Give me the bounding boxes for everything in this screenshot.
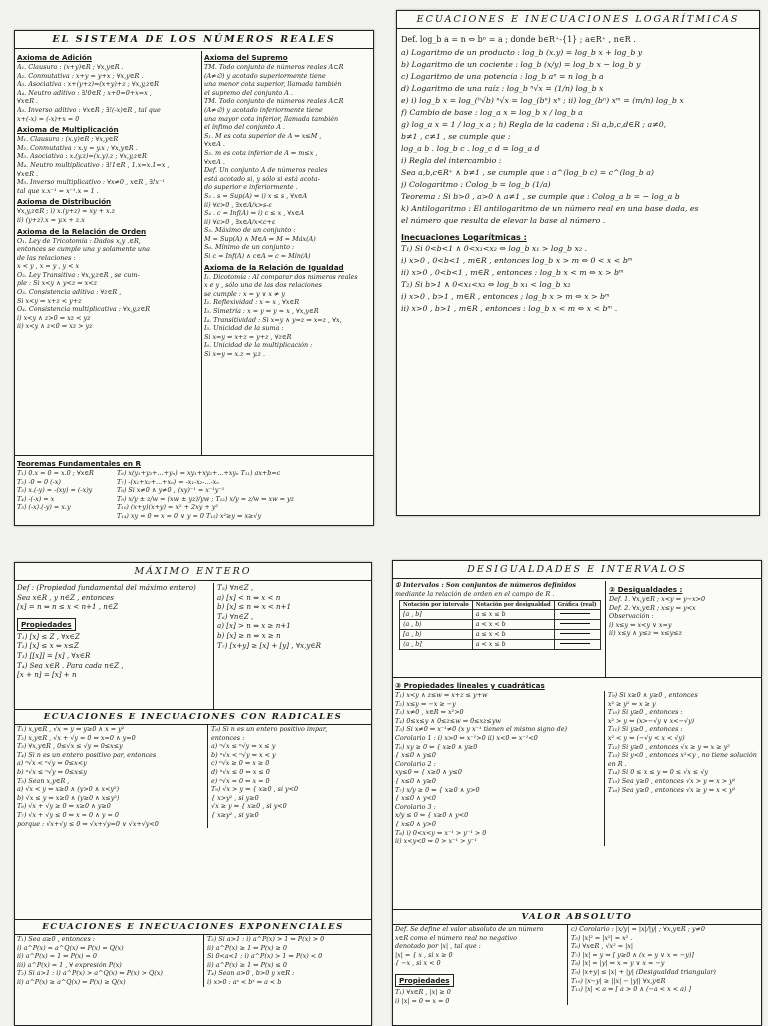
intervalos-block bbox=[395, 581, 603, 652]
formula-line: T₉) Si x≥0 ∧ y≥0 , entonces bbox=[607, 691, 698, 699]
table-cell: [a , b] bbox=[400, 610, 473, 620]
formula-line: b≠1 , c≠1 , se cumple que : bbox=[401, 132, 511, 141]
formula-line: Corolario 3 : bbox=[395, 802, 436, 811]
axioma-supremo-heading: Axioma del Supremo bbox=[204, 53, 288, 62]
teoremas-divider bbox=[15, 455, 373, 456]
interval-line-icon bbox=[558, 641, 592, 646]
interval-line-icon bbox=[558, 621, 592, 626]
formula-line: ii) (y+z).x = y.x + z.x bbox=[17, 215, 85, 224]
formula-line: M = Sup(A) ∧ M∈A ⇒ M = Máx(A) bbox=[204, 234, 316, 243]
formula-line: b) [x] ≥ n ⇔ x ≥ n bbox=[217, 630, 281, 640]
table-header: Gráfica (real) bbox=[554, 601, 600, 610]
formula-line: T₁) x<y ∧ z≤w ⇒ x+z ≤ y+w bbox=[395, 691, 488, 699]
formula-line: T₂) x,y∈R , √x + √y = 0 ⇔ x=0 ∧ y=0 bbox=[17, 733, 136, 742]
formula-line: ii) x<y ∧ z<0 ⇒ xz > yz bbox=[17, 322, 93, 331]
formula-line: T₂) Si b>1 ∧ 0<x₁<x₂ ⇔ log_b x₁ < log_b x₂ bbox=[401, 280, 571, 289]
table-cell: a < x ≤ b bbox=[472, 640, 554, 650]
formula-line: T₃) Si a>1 : i) a^P(x) > 1 ⇔ P(x) > 0 bbox=[207, 935, 325, 943]
table-row bbox=[400, 620, 601, 630]
table-cell: a ≤ x < b bbox=[472, 630, 554, 640]
table-row bbox=[400, 630, 601, 640]
formula-line: T₁₆) Sea y≥0 , entonces √x ≥ y ⇔ x < y² bbox=[607, 785, 736, 794]
formula-line: |x| = { x , si x ≥ 0 bbox=[395, 950, 453, 959]
formula-line: T₄) -(-x) = x bbox=[17, 494, 55, 503]
valor-absoluto-left bbox=[393, 925, 568, 1005]
formula-line: Sea a,b,c∈R⁺ ∧ b≠1 , se cumple que : a^(log_b c) = c^(log_b a) bbox=[401, 168, 654, 177]
formula-line: T₃) [[x]] = [x] , ∀x∈R bbox=[17, 650, 91, 660]
maximo-entero-right bbox=[217, 583, 367, 707]
table-header-row bbox=[400, 601, 601, 610]
teoremas-left-list bbox=[17, 469, 117, 521]
formula-line: i) Regla del intercambio : bbox=[401, 156, 502, 165]
sheet-title: DESIGUALDADES E INTERVALOS bbox=[393, 561, 761, 579]
table-row bbox=[400, 610, 601, 620]
logaritmo-content bbox=[401, 33, 755, 315]
sheet-logaritmicas bbox=[396, 10, 760, 516]
formula-line: b) √x ≤ y ⇔ x≥0 ∧ (y≥0 ∧ x≤y²) bbox=[17, 793, 120, 802]
formula-line: ple : Si x<y ∧ y<z ⇒ x<z bbox=[17, 279, 97, 288]
sheet-desigualdades bbox=[392, 560, 762, 1026]
formula-line: I₂. Reflexividad : x = x , ∀x∈R bbox=[204, 298, 300, 307]
intervalos-subheading: mediante la relación de orden en el campo de R . bbox=[395, 589, 555, 598]
formula-line: S₁. M es cota superior de A ⇔ x≤M , bbox=[204, 131, 322, 140]
interval-line-icon bbox=[558, 631, 592, 636]
formula-line: Def. 1. ∀x,y∈R ; x<y ⇔ y−x>0 bbox=[609, 595, 706, 603]
formula-line: i) x>0 : aˣ < bˣ ⇔ a < b bbox=[207, 977, 282, 986]
formula-line: T₁₃) Si y<0 , entonces x²<y , no tiene solución bbox=[607, 751, 757, 760]
formula-line: (A≠∅) y acotado superiormente tiene bbox=[204, 71, 326, 80]
formula-line: Si x=y ⇒ x+z = y+z , ∀z∈R bbox=[204, 332, 292, 341]
formula-line: ii) ∀ε>0 , ∃x∈A/x<c+ε bbox=[204, 217, 276, 226]
axioma-igualdad-list bbox=[204, 273, 370, 359]
formula-line: T₁₀) Si y≥0 , entonces : bbox=[607, 708, 683, 717]
formula-line: ii) a^P(x) = 1 ⇔ P(x) = 0 bbox=[17, 952, 97, 961]
formula-line: i) x>0 , b>1 , m∈R , entonces ; log_b x > m ⇔ x > bᵐ bbox=[401, 292, 610, 301]
lineales-divider bbox=[393, 677, 761, 678]
formula-line: porque : √x+√y ≤ 0 ⇔ √x+√y=0 ∨ √x+√y<0 bbox=[17, 819, 159, 828]
axioma-distribucion-list bbox=[17, 207, 199, 224]
axioma-multiplicacion-list bbox=[17, 135, 199, 195]
maximo-entero-left bbox=[17, 583, 211, 707]
formula-line: a) [x] < n ⇔ x < n bbox=[217, 592, 281, 602]
formula-line: x² ≥ y² ⇔ x ≥ y bbox=[607, 699, 656, 708]
formula-line: A₃. Asociativa : x+(y+z)=(x+y)+z ; ∀x,y,z∈R bbox=[17, 80, 159, 89]
formula-line: { x≤0 ∧ y<0 bbox=[395, 794, 436, 803]
formula-line: i) x>0 , 0<b<1 , m∈R , entonces log_b x > m ⇔ 0 < x < bᵐ bbox=[401, 256, 633, 265]
formula-line: TM. Todo conjunto de números reales A⊂R bbox=[204, 97, 344, 106]
formula-line: Def. Un conjunto A de números reales bbox=[204, 166, 328, 175]
formula-line: T₃) x.(-y) = -(xy) = (-x)y bbox=[17, 486, 93, 495]
formula-line: T₁) 0.x = 0 = x.0 ; ∀x∈R bbox=[17, 469, 94, 477]
formula-line: T₄) Si n es un entero positivo par, entonces bbox=[17, 750, 157, 759]
formula-line: I₁. Dicotomía : Al comparar dos números reales bbox=[204, 272, 358, 281]
formula-line: i) x≤y ⇔ x<y ∨ x=y bbox=[609, 620, 672, 629]
formula-line: T₁₅) Sea y≥0 , entonces √x > y ⇔ x > y² bbox=[607, 776, 736, 785]
formula-line: ii) x<y<0 ⇔ 0 > x⁻¹ > y⁻¹ bbox=[395, 837, 478, 846]
formula-line: ii) a^P(x) ≥ a^Q(x) ⇔ P(x) ≥ Q(x) bbox=[17, 977, 126, 986]
formula-line: M₂. Conmutativa : x.y = y.x ; ∀x,y∈R . bbox=[17, 143, 138, 152]
formula-line: T₁) x,y∈R , √x = y ⇔ y≥0 ∧ x = y² bbox=[17, 725, 125, 733]
formula-line: T₆) ∀n∈Z , bbox=[217, 611, 254, 621]
valor-absoluto-right-list bbox=[568, 925, 761, 1005]
formula-line: T₄) Sean a>0 , b>0 y x∈R : bbox=[207, 969, 295, 978]
right-column bbox=[204, 51, 370, 455]
formula-line: x < y , x = y , y < x bbox=[17, 262, 80, 271]
formula-line: b) [x] ≤ n ⇔ x < n+1 bbox=[217, 602, 292, 612]
formula-line: a) ⁿ√x < ⁿ√y ⇔ 0≤x<y bbox=[17, 759, 87, 768]
formula-line: a) Logaritmo de un producto : log_b (x.y) = log_b x + log_b y bbox=[401, 48, 643, 57]
intervalos-table bbox=[399, 600, 601, 650]
exponenciales-right-list bbox=[204, 935, 371, 987]
axioma-supremo-list bbox=[204, 63, 370, 261]
formula-line: b) Logaritmo de un cociente : log_b (x/y) = log_b x − log_b y bbox=[401, 60, 641, 69]
formula-line: x e y , sólo una de las dos relaciones bbox=[204, 281, 322, 290]
formula-line: Teorema : Si b>0 , a>0 ∧ a≠1 , se cumple que : Colog_a b = − log_a b bbox=[401, 192, 680, 201]
formula-line: I₃. Simetría : x = y ⇔ y = x , ∀x,y∈R bbox=[204, 307, 319, 316]
valor-absoluto-propiedades-heading: Propiedades bbox=[395, 974, 454, 987]
formula-line: Def. Se define el valor absoluto de un número bbox=[395, 925, 544, 933]
formula-line: b) ⁿ√x < ⁿ√y ⇔ x < y bbox=[211, 750, 276, 759]
interval-line-icon bbox=[558, 611, 592, 616]
formula-line: O₄. Consistencia multiplicativa : ∀x,y,z∈R bbox=[17, 305, 151, 314]
desigualdades-list bbox=[609, 595, 757, 638]
formula-line: Si c = Inf(A) ∧ c∈A ⇒ c = Mín(A) bbox=[204, 252, 311, 261]
formula-line: x/y ≤ 0 ⇔ { x≥0 ∧ y<0 bbox=[395, 811, 469, 820]
desigualdades-block bbox=[609, 583, 757, 638]
column-divider bbox=[213, 583, 214, 709]
radicales-right-list bbox=[208, 725, 371, 828]
formula-line: T₇) |x| = y ⇔ [ y≥0 ∧ (x = y ∨ x = −y)] bbox=[571, 950, 694, 959]
logaritmo-properties bbox=[401, 47, 755, 227]
interval-graph-cell bbox=[554, 640, 600, 650]
formula-line: T₅) Sean x,y∈R , bbox=[17, 776, 70, 785]
interval-graph-cell bbox=[554, 630, 600, 640]
formula-line: T₅) |x|² = |x²| = x² . bbox=[571, 933, 633, 942]
inecuaciones-heading: Inecuaciones Logarítmicas : bbox=[401, 233, 527, 242]
formula-line: T₆) x(y₁+y₂+...+yₙ) = xy₁+xy₂+...+xyₙ T₁₁) ax+b=c bbox=[117, 469, 281, 477]
formula-line: se cumple : x = y ∨ x ≠ y bbox=[204, 289, 285, 298]
left-column bbox=[17, 51, 199, 525]
formula-line: do superior e inferiormente . bbox=[204, 183, 298, 192]
formula-line: T₄) Sea x∈R . Para cada n∈Z , bbox=[17, 660, 124, 670]
formula-line: T₇) x/y ≥ 0 ⇔ { x≥0 ∧ y>0 bbox=[395, 785, 480, 794]
formula-line: k) Antilogaritmo : El antilogaritmo de un número real en una base dada, es bbox=[401, 204, 699, 213]
intervalos-heading: ① Intervalos : Son conjuntos de números definidos bbox=[395, 581, 577, 589]
formula-line: A₄. Neutro aditivo : ∃!0∈R ; x+0=0+x=x , bbox=[17, 88, 152, 97]
propiedades-left-list bbox=[17, 632, 211, 680]
formula-line: Observación : bbox=[609, 612, 654, 621]
formula-line: ∀x,y,z∈R ; i) x.(y+z) = xy + x.z bbox=[17, 207, 115, 216]
table-row bbox=[400, 640, 601, 650]
formula-line: T₁₂) Si y≥0 , entonces √x ≥ y ⇔ x ≥ y² bbox=[607, 742, 730, 751]
formula-line: T₅) (-x).(-y) = x.y bbox=[17, 503, 71, 512]
formula-line: ∀x∈R . bbox=[17, 97, 39, 106]
formula-line: c) ⁿ√x ≥ 0 ⇔ x ≥ 0 bbox=[211, 759, 270, 768]
formula-line: [x] = n ⇔ n ≤ x < n+1 , n∈Z bbox=[17, 602, 119, 612]
table-cell: ⟨a , b] bbox=[400, 640, 473, 650]
teoremas-right-list bbox=[117, 469, 369, 521]
formula-line: T₁₁) |x| < a ⇔ [ a > 0 ∧ (−a < x < a) ] bbox=[571, 985, 691, 994]
formula-line: el ínfimo del conjunto A . bbox=[204, 123, 286, 132]
formula-line: ii) a^P(x) ≥ 1 ⇔ P(x) ≥ 0 bbox=[207, 943, 287, 952]
axioma-distribucion-heading: Axioma de Distribución bbox=[17, 197, 112, 207]
table-cell: ⟨a , b⟩ bbox=[400, 620, 473, 630]
formula-line: T₇) -(x₁+x₂+...+xₙ) = -x₁-x₂-...-xₙ bbox=[117, 477, 219, 486]
propiedades-heading: Propiedades bbox=[17, 618, 76, 631]
formula-line: A₂. Conmutativa : x+y = y+x ; ∀x,y∈R . bbox=[17, 71, 144, 80]
formula-line: tal que x.x⁻¹ = x⁻¹.x = 1 . bbox=[17, 186, 99, 195]
table-cell: a < x < b bbox=[472, 620, 554, 630]
table-cell: a ≤ x ≤ b bbox=[472, 610, 554, 620]
formula-line: O₁. Ley de Tricotomía : Dados x,y .∈R, bbox=[17, 236, 141, 245]
formula-line: T₁) Si 0<b<1 ∧ 0<x₁<x₂ ⇔ log_b x₁ > log_b x₂ . bbox=[401, 244, 587, 253]
column-divider bbox=[201, 51, 202, 455]
table-header: Notación por intervalo bbox=[400, 601, 473, 610]
formula-line: M₁. Clausura : (x.y)∈R ; ∀x,y∈R bbox=[17, 135, 119, 144]
formula-line: M₄. Neutro multiplicativo : ∃!1∈R , 1.x=x.1=x , bbox=[17, 160, 170, 169]
formula-line: { x≥y² , si y≥0 bbox=[211, 810, 259, 819]
axioma-adicion-heading: Axioma de Adición bbox=[17, 53, 92, 62]
formula-line: T₁₀) |x−y| ≥ ||x| − |y|| ∀x,y∈R bbox=[571, 976, 666, 985]
valor-absoluto-block bbox=[393, 910, 761, 1005]
formula-line: T₈) Si x≠0 ∧ y≠0 , (xy)⁻¹ = x⁻¹y⁻¹ bbox=[117, 486, 225, 495]
axioma-orden-list bbox=[17, 237, 199, 332]
formula-line: Si 0<a<1 : i) a^P(x) > 1 ⇔ P(x) < 0 bbox=[207, 952, 323, 961]
formula-line: log_a b . log_b c . log_c d = log_a d bbox=[401, 144, 540, 153]
formula-line: T₅) ∀n∈Z , bbox=[217, 583, 254, 592]
formula-line: a) ⁿ√x ≤ ⁿ√y ⇔ x ≤ y bbox=[211, 742, 276, 751]
formula-line: ii) x>0 , b>1 , m∈R , entonces : log_b x < m ⇔ x < bᵐ . bbox=[401, 304, 618, 313]
formula-line: g) log_a x = 1 / log_x a ; h) Regla de la cadena : Si a,b,c,d∈R ; a≠0, bbox=[401, 120, 667, 129]
formula-line: T₈) i) 0<x<y ⇔ x⁻¹ > y⁻¹ > 0 bbox=[395, 828, 487, 837]
formula-line: T₁₁) Si y≥0 , entonces : bbox=[607, 725, 683, 734]
teoremas-heading: Teoremas Fundamentales en R bbox=[17, 459, 141, 468]
formula-line: iii) a^P(x) = 1 , ∀ expresión P(x) bbox=[17, 960, 122, 969]
formula-line: T₈) Si n es un entero positivo impar, bbox=[211, 725, 328, 733]
formula-line: { x≤0 ∧ y>0 bbox=[395, 819, 436, 828]
maximo-entero-definition bbox=[17, 583, 211, 612]
formula-line: T₃) ∀x,y∈R , 0≤√x ≤ √y ⇔ 0≤x≤y bbox=[17, 742, 123, 751]
formula-line: a) √x < y ⇔ x≥0 ∧ (y>0 ∧ x<y²) bbox=[17, 785, 120, 794]
formula-line: x∈R como el número real no negativo bbox=[395, 933, 517, 942]
formula-line: e) ⁿ√x = 0 ⇔ x = 0 bbox=[211, 776, 270, 785]
lineales-left-list bbox=[395, 691, 605, 846]
formula-line: T₂) x≤y ⇔ −x ≥ −y bbox=[395, 699, 456, 708]
formula-line: ∀x∈A . bbox=[204, 140, 225, 149]
formula-line: denotado por |x| , tal que : bbox=[395, 942, 481, 951]
formula-line: xy≤0 ⇔ { x≥0 ∧ y≤0 bbox=[395, 768, 462, 777]
propiedades-right-list bbox=[217, 583, 367, 650]
teoremas-block bbox=[17, 457, 369, 521]
radicales-title: ECUACIONES E INECUACIONES CON RADICALES bbox=[15, 710, 371, 725]
formula-line: Def : (Propiedad fundamental del máximo entero) bbox=[17, 583, 196, 592]
formula-line: T₁₀) (x+y)(x+y) = x² + 2xy + y² bbox=[117, 503, 218, 512]
axioma-multiplicacion-heading: Axioma de Multiplicación bbox=[17, 125, 119, 135]
formula-line: b) ⁿ√x ≤ ⁿ√y ⇔ 0≤x≤y bbox=[17, 767, 87, 776]
formula-line: T₂) -0 = 0 (-x) bbox=[17, 477, 61, 486]
formula-line: { x>y² , si y≥0 bbox=[211, 793, 259, 802]
formula-line: T₆) xy ≥ 0 ⇔ { x≥0 ∧ y≥0 bbox=[395, 742, 478, 751]
formula-line: está acotado si, y sólo si está acota- bbox=[204, 174, 320, 183]
formula-line: A₅. Inverso aditivo : ∀x∈R ; ∃!(-x)∈R , tal que bbox=[17, 105, 161, 114]
formula-line: T₈) |x| = |y| ⇔ x = y ∨ x = −y bbox=[571, 959, 665, 968]
formula-line: Corolario 2 : bbox=[395, 759, 436, 768]
exponenciales-block bbox=[15, 920, 371, 987]
sheet-maximo-entero bbox=[14, 562, 372, 1026]
interval-graph-cell bbox=[554, 610, 600, 620]
formula-line: i) a^P(x) = a^Q(x) ⇔ P(x) = Q(x) bbox=[17, 943, 124, 952]
table-cell: [a , b⟩ bbox=[400, 630, 473, 640]
formula-line: c) Corolario : |x/y| = |x|/|y| ; ∀x,y∈R ; y≠0 bbox=[571, 925, 705, 933]
formula-line: T₄) 0≤x≤y ∧ 0≤z≤w ⇒ 0≤xz≤yw bbox=[395, 716, 501, 725]
formula-line: i) |x| = 0 ⇔ x = 0 bbox=[395, 996, 450, 1005]
formula-line: { x≤0 ∧ y≥0 bbox=[395, 776, 436, 785]
valor-absoluto-title: VALOR ABSOLUTO bbox=[393, 910, 761, 925]
sheet-title: EL SISTEMA DE LOS NÚMEROS REALES bbox=[15, 31, 373, 49]
formula-line: c) Logaritmo de una potencia : log_b aⁿ = n log_b a bbox=[401, 72, 604, 81]
formula-line: T₁) ∀x∈R , |x| ≥ 0 bbox=[395, 987, 451, 996]
formula-line: x+(-x) = (-x)+x = 0 bbox=[17, 114, 80, 123]
column-divider bbox=[605, 581, 606, 677]
radicales-left-list bbox=[15, 725, 208, 828]
formula-line: de las relaciones : bbox=[17, 253, 76, 262]
sheet-title: ECUACIONES E INECUACIONES LOGARÍTMICAS bbox=[397, 11, 759, 29]
valor-absoluto-definition bbox=[395, 925, 567, 968]
formula-line: T₇) √x + √y ≤ 0 ⇔ x = 0 ∧ y = 0 bbox=[17, 810, 119, 819]
valor-absoluto-propiedades-list bbox=[395, 988, 567, 1005]
formula-line: T₁₄) Si 0 ≤ x ≤ y ⇔ 0 ≤ √x ≤ √y bbox=[607, 768, 709, 777]
interval-graph-cell bbox=[554, 620, 600, 630]
formula-line: i) x<y ∧ z>0 ⇒ xz < yz bbox=[17, 313, 91, 322]
radicales-block bbox=[15, 710, 371, 828]
formula-line: { x≤0 ∧ y≤0 bbox=[395, 751, 436, 760]
exponenciales-left-list bbox=[15, 935, 204, 987]
formula-line: Si x<y ⇒ x+z < y+z bbox=[17, 296, 82, 305]
formula-line: T₉) |x+y| ≤ |x| + |y| (Desigualdad triangular) bbox=[571, 967, 716, 976]
formula-line: T₆) √x + √y ≥ 0 ⇔ x≥0 ∧ y≥0 bbox=[17, 802, 111, 811]
formula-line: TM. Todo conjunto de números reales A⊂R bbox=[204, 63, 344, 71]
axioma-igualdad-heading: Axioma de la Relación de Igualdad bbox=[204, 262, 344, 272]
formula-line: entonces se cumple una y solamente una bbox=[17, 245, 150, 254]
formula-line: Corolario 1 : i) x>0 ⇔ x⁻¹>0 ii) x<0 ⇔ x⁻¹<0 bbox=[395, 733, 538, 742]
lineales-heading: ③ Propiedades lineales y cuadráticas bbox=[395, 681, 545, 690]
formula-line: T₅) Si x≠0 ⇔ x⁻¹≠0 (x y x⁻¹ tienen el mismo signo de) bbox=[395, 725, 567, 734]
formula-line: ii) ∀ε>0 , ∃x∈A/x>s-ε bbox=[204, 200, 272, 209]
inecuaciones-list bbox=[401, 243, 755, 315]
formula-line: M₃. Asociativa : x.(y.z)=(x.y).z ; ∀x,y,z∈R bbox=[17, 152, 147, 161]
formula-line: f) Cambio de base : log_a x = log_b x / log_b a bbox=[401, 108, 583, 117]
exponenciales-title: ECUACIONES E INECUACIONES EXPONENCIALES bbox=[15, 920, 371, 935]
formula-line: T₂) Si a>1 : i) a^P(x) > a^Q(x) ⇔ P(x) > Q(x) bbox=[17, 969, 163, 978]
logaritmo-definition: Def. log_b a = n ⇔ bⁿ = a ; donde b∈R⁺-{1} ; a∈R⁺ , n∈R . bbox=[401, 35, 636, 44]
sheet-title: MÁXIMO ENTERO bbox=[15, 563, 371, 581]
formula-line: S₄ . c = Inf(A) ⇔ i) c ≤ x , ∀x∈A bbox=[204, 209, 305, 218]
formula-line: en R . bbox=[607, 759, 627, 768]
formula-line: T₂) [x] ≤ x ⇔ x≤Z bbox=[17, 641, 79, 651]
formula-line: ii) x>0 , 0<b<1 , m∈R , entonces : log_b x < m ⇔ x > bᵐ bbox=[401, 268, 624, 277]
formula-line: ii) x≤y ∧ y≤z ⇔ x≤y≤z bbox=[609, 629, 682, 638]
lineales-right-list bbox=[605, 691, 759, 846]
formula-line: O₂. Ley Transitiva : ∀x,y,z∈R , se cum- bbox=[17, 270, 140, 279]
formula-line: Def. 2. ∀x,y∈R ; x≤y ⇔ y<x bbox=[609, 603, 696, 612]
formula-line: T₉) √x > y ⇔ { x≥0 , si y<0 bbox=[211, 785, 299, 794]
formula-line: j) Cologaritmo : Colog_b = log_b (1/a) bbox=[401, 180, 551, 189]
formula-line: T₇) [x+y] ≥ [x] + [y] , ∀x,y∈R bbox=[217, 640, 321, 650]
formula-line: x² < y ⇔ (−√y < x < √y) bbox=[607, 733, 685, 742]
formula-line: entonces : bbox=[211, 733, 245, 742]
formula-line: S₃ . s = Sup(A) ⇔ i) x ≤ s , ∀x∈A bbox=[204, 191, 308, 200]
formula-line: a) [x] > n ⇔ x ≥ n+1 bbox=[217, 621, 291, 631]
formula-line: una menor cota superior, llamada también bbox=[204, 80, 342, 89]
formula-line: M₅. Inverso multiplicativo : ∀x≠0 , x∈R , ∃!x⁻¹ bbox=[17, 178, 165, 187]
formula-line: T₁) [x] ≤ Z , ∀x∈Z bbox=[17, 631, 80, 641]
sheet-sistema-numeros-reales bbox=[14, 30, 374, 526]
formula-line: [x + n] = [x] + n bbox=[17, 670, 77, 680]
formula-line: A₁. Clausura : (x+y)∈R ; ∀x,y∈R . bbox=[17, 63, 124, 71]
formula-line: S₂. m es cota inferior de A ⇔ m≤x , bbox=[204, 148, 318, 157]
formula-line: d) Logaritmo de una raíz : log_b ⁿ√x = (1/n) log_b x bbox=[401, 84, 604, 93]
formula-line: ii) a^P(x) ≥ 1 ⇔ P(x) ≤ 0 bbox=[207, 960, 287, 969]
table-header: Notación por desigualdad bbox=[472, 601, 554, 610]
formula-line: el número que resulta de elevar la base al número . bbox=[401, 216, 606, 225]
formula-line: una mayor cota inferior, llamada también bbox=[204, 114, 339, 123]
formula-line: e) i) log_b x = log_(ⁿ√b) ⁿ√x = log_(bⁿ) xⁿ ; ii) log_(bⁿ) xᵐ = (m/n) log_b x bbox=[401, 96, 684, 105]
formula-line: ∀x∈A . bbox=[204, 157, 225, 166]
formula-line: el supremo del conjunto A . bbox=[204, 88, 293, 97]
desigualdades-heading: ② Desigualdades : bbox=[609, 585, 683, 594]
formula-line: { −x , si x < 0 bbox=[395, 959, 441, 968]
formula-line: T₉) x/y ± z/w = (xw ± yz)/yw ; T₁₂) x/y = z/w ⇔ xw = yz bbox=[117, 494, 295, 503]
formula-line: d) ⁿ√x ≤ 0 ⇔ x ≤ 0 bbox=[211, 767, 270, 776]
formula-line: I₄. Transitividad : Si x=y ∧ y=z ⇒ x=z , ∀x, bbox=[204, 315, 342, 324]
formula-line: S₆. Mínimo de un conjunto : bbox=[204, 243, 295, 252]
formula-line: Sea x∈R , y n∈Z , entonces bbox=[17, 592, 114, 602]
formula-line: S₅. Máximo de un conjunto : bbox=[204, 226, 296, 235]
formula-line: T₃) x≠0 , x∈R ⇔ x²>0 bbox=[395, 708, 464, 717]
formula-line: I₆. Unicidad de la multiplicación : bbox=[204, 341, 313, 350]
formula-line: I₅. Unicidad de la suma : bbox=[204, 324, 284, 333]
formula-line: ∀x∈R . bbox=[17, 169, 39, 178]
formula-line: T₆) ∀x∈R , √x² = |x| bbox=[571, 942, 634, 951]
formula-line: (A≠∅) y acotado inferiormente tiene bbox=[204, 105, 323, 114]
formula-line: O₃. Consistencia aditiva : ∀z∈R , bbox=[17, 288, 122, 297]
axioma-adicion-list bbox=[17, 63, 199, 123]
axioma-orden-heading: Axioma de la Relación de Orden bbox=[17, 226, 147, 236]
formula-line: x² > y ⇔ (x>−√y ∨ x<−√y) bbox=[607, 716, 695, 725]
formula-line: T₁) Sea a≥0 , entonces : bbox=[17, 935, 95, 943]
lineales-block bbox=[395, 679, 759, 846]
formula-line: Si x=y ⇒ x.z = y.z . bbox=[204, 350, 266, 358]
formula-line: √x ≥ y ⇔ { x≥0 , si y<0 bbox=[211, 802, 287, 811]
formula-line: T₁₄) xy = 0 ⇔ x = 0 ∨ y = 0 T₁₅) x²≥y ⇔ x≥√y bbox=[117, 511, 262, 520]
